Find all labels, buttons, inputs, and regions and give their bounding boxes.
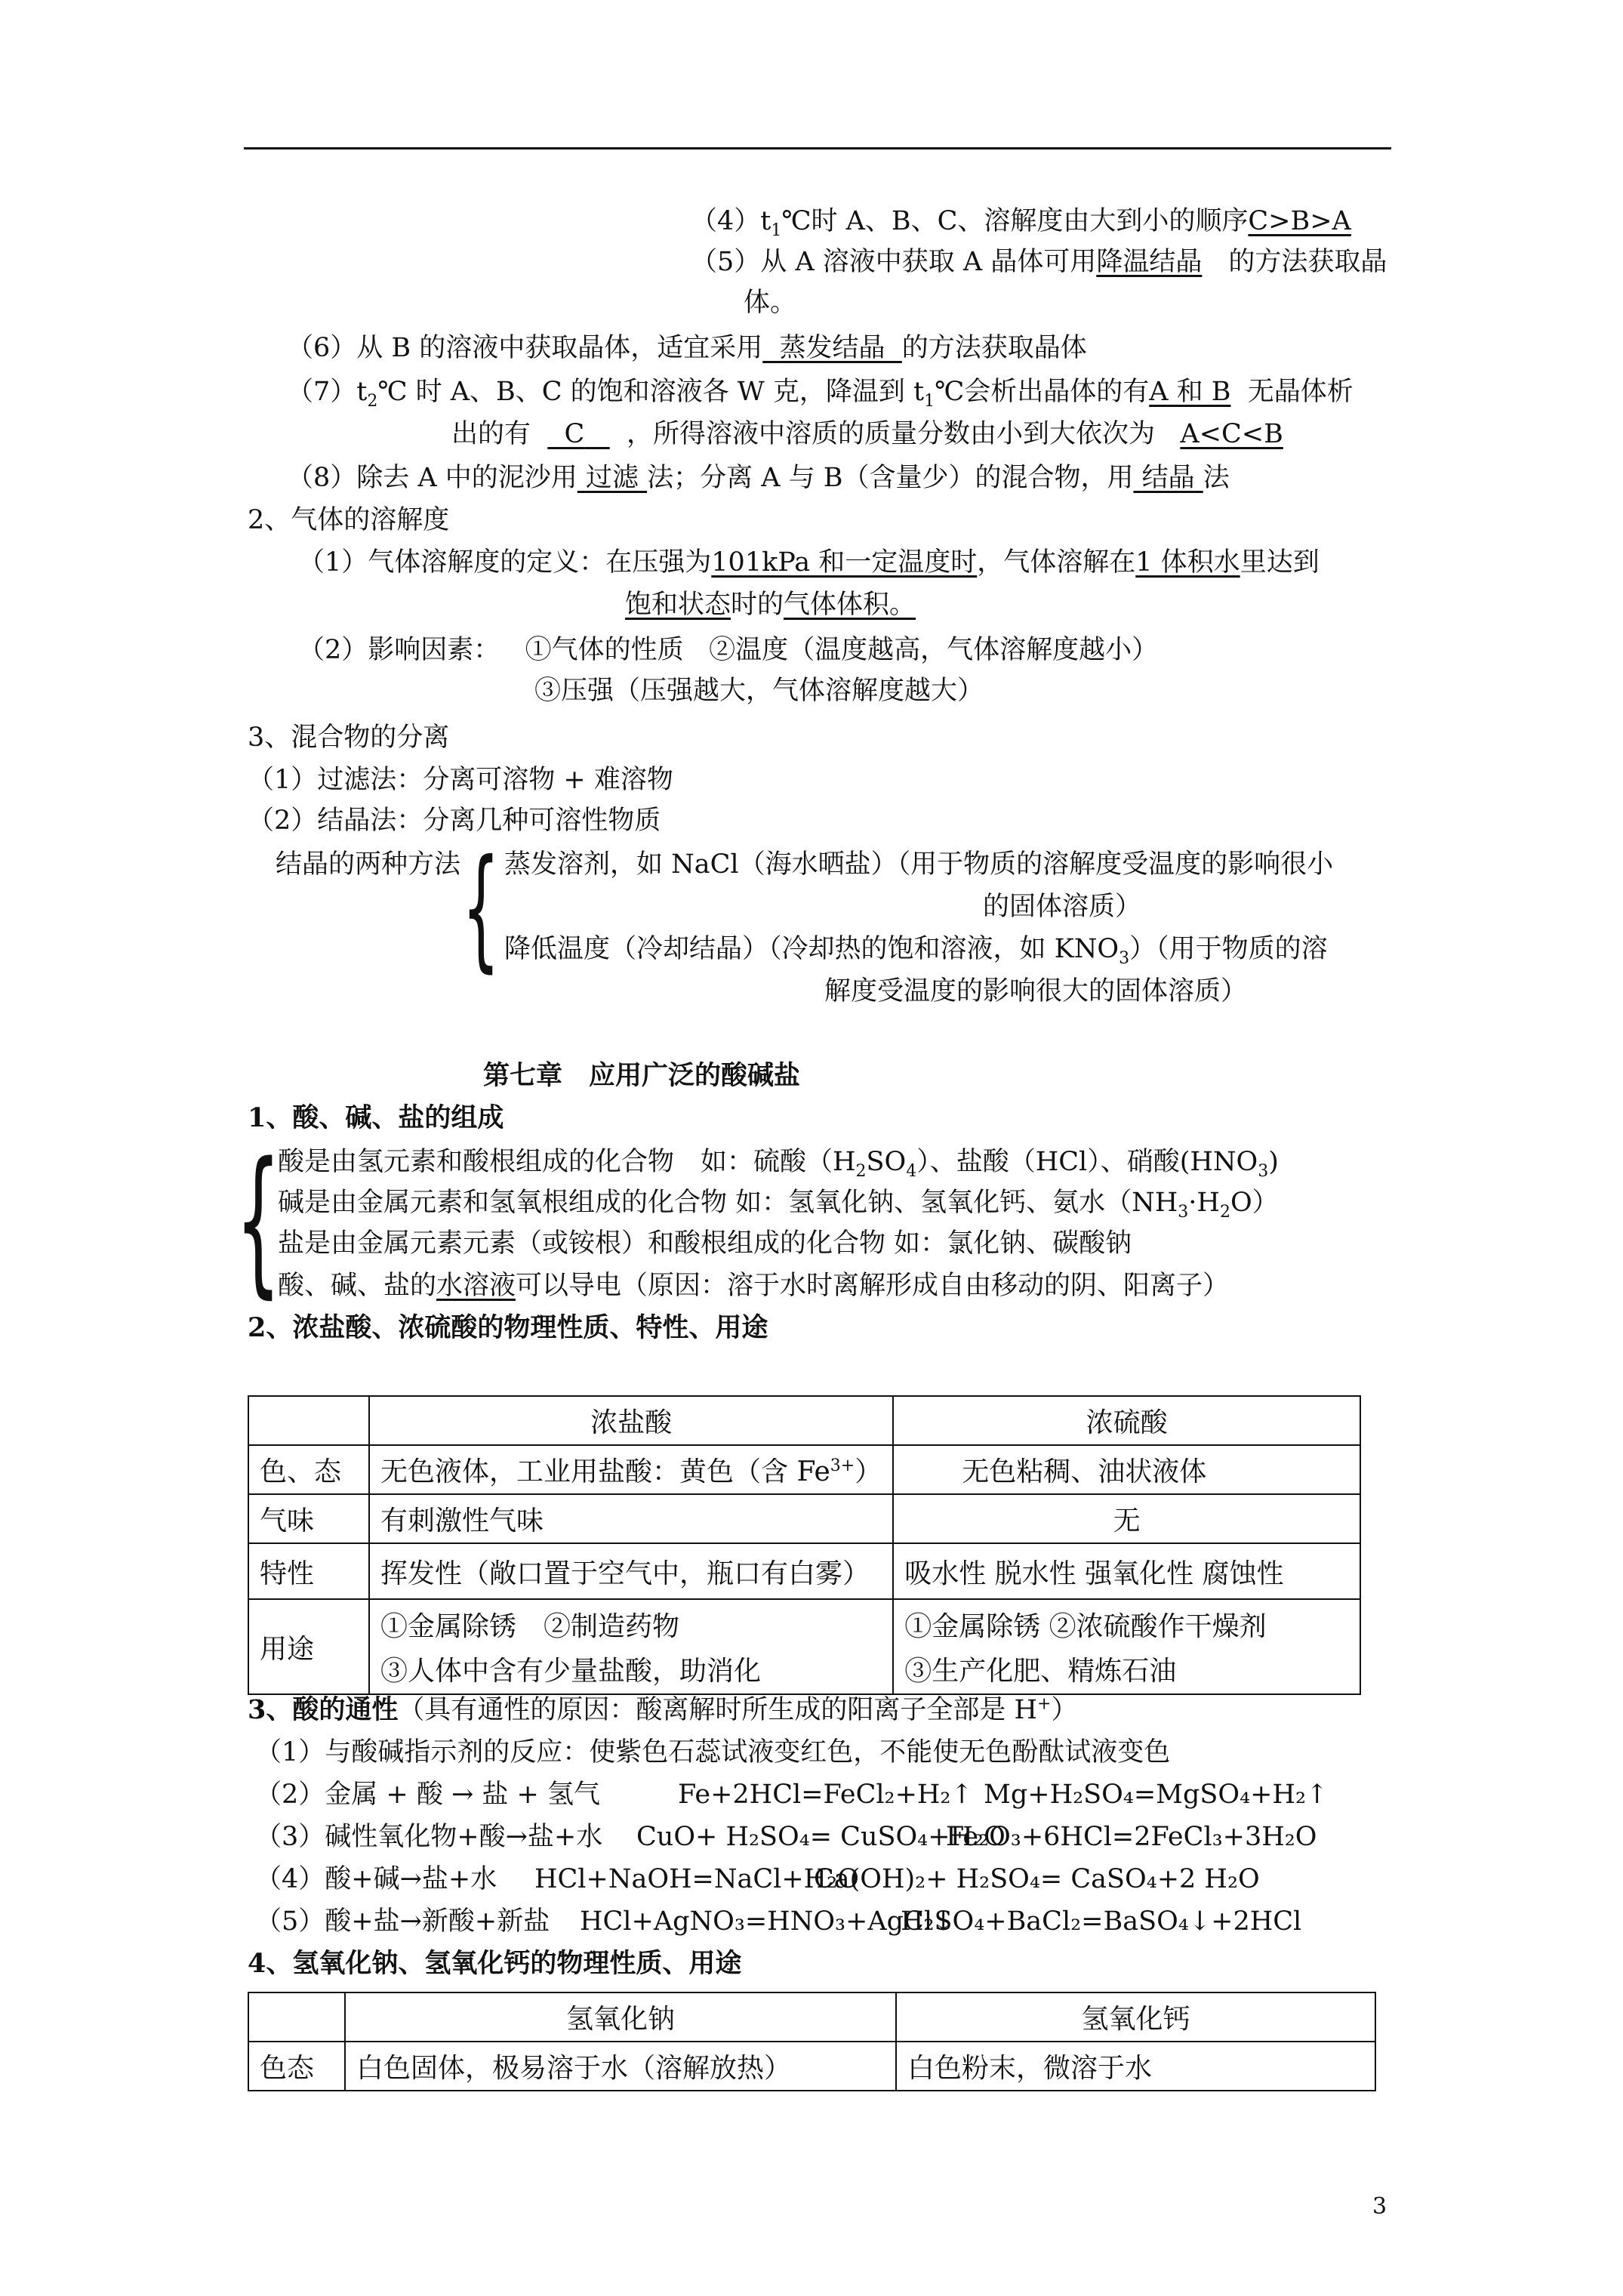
table-row: 色、态 无色液体，工业用盐酸：黄色（含 $Fe^{3+}$） 无色粘稠、油状液体 — [248, 1445, 1360, 1494]
table-row: 色态 白色固体，极易溶于水（溶解放热） 白色粉末，微溶于水 — [248, 2042, 1375, 2091]
acid-property-5: （5）酸+盐→新酸+新盐 HCl+AgNO₃=HNO₃+AgCl↓ H₂SO₄+BaCl₂=BaSO₄↓+2HCl — [255, 1906, 1302, 1937]
section-2-heading: 2、浓盐酸、浓硫酸的物理性质、特性、用途 — [248, 1312, 768, 1343]
answer-7b: C — [564, 419, 585, 449]
section-3-heading: 3、酸的通性（具有通性的原因：酸离解时所生成的阳离子全部是 H+） — [248, 1694, 1078, 1725]
item-5: （5）从 A 溶液中获取 A 晶体可用降温结晶 的方法获取晶 — [691, 247, 1387, 277]
base-properties-table — [248, 1992, 1376, 2091]
column-header: 氢氧化钠 — [345, 1992, 896, 2042]
item-7-cont: 出的有 C ，所得溶液中溶质的质量分数由小到大依次为 A<C<B — [451, 419, 1283, 449]
crystallization-method-2: 降低温度（冷却结晶）（冷却热的饱和溶液，如 $KNO_3$）（用于物质的溶 — [504, 934, 1328, 968]
gas-definition: （1）气体溶解度的定义：在压强为101kPa 和一定温度时，气体溶解在1 体积水里达到 — [298, 547, 1320, 578]
table-row: 特性 挥发性（敞口置于空气中，瓶口有白雾） 吸水性 脱水性 强氧化性 腐蚀性 — [248, 1543, 1360, 1599]
brace-icon: { — [236, 1128, 282, 1313]
separation-item-1: （1）过滤法：分离可溶物 + 难溶物 — [248, 765, 673, 795]
crystallization-method-1: 蒸发溶剂，如 NaCl（海水晒盐）（用于物质的溶解度受温度的影响很小 — [504, 849, 1334, 880]
section-1-heading: 1、酸、碱、盐的组成 — [248, 1102, 504, 1133]
answer-7a: A 和 B — [1149, 377, 1231, 407]
crystallization-label: 结晶的两种方法 — [276, 849, 461, 880]
gas-heading: 2、气体的溶解度 — [248, 505, 450, 535]
separation-heading: 3、混合物的分离 — [248, 723, 450, 753]
crystallization-method-2-cont: 解度受温度的影响很大的固体溶质） — [824, 976, 1248, 1006]
section-4-heading: 4、氢氧化钠、氢氧化钙的物理性质、用途 — [248, 1948, 742, 1979]
acid-property-4: （4）酸+碱→盐+水 HCl+NaOH=NaCl+H₂O Ca(OH)₂+ H₂SO₄= CaSO₄+2 H₂O — [255, 1864, 1260, 1894]
item-7: $(7)t_2℃$ 时 A、B、C 的饱和溶液各 W 克，降温到 $t_1℃$会析出晶体的有A 和 B 无晶体析 — [287, 377, 1354, 411]
answer-5: 降温结晶 — [1096, 247, 1203, 277]
row-label: 色态 — [248, 2042, 345, 2091]
header-rule — [244, 147, 1391, 149]
crystallization-method-1-cont: 的固体溶质） — [983, 892, 1142, 922]
conductivity-note: 酸、碱、盐的水溶液可以导电（原因：溶于水时离解形成自由移动的阴、阳离子） — [278, 1271, 1230, 1301]
table-row: 用途 ①金属除锈 ②制造药物 ③人体中含有少量盐酸，助消化 ①金属除锈 ②浓硫酸作干燥剂 ③生产化肥、精炼石油 — [248, 1599, 1360, 1694]
answer-7c: A<C<B — [1180, 419, 1283, 449]
answer-4: C>B>A — [1248, 206, 1351, 236]
column-header: 氢氧化钙 — [896, 1992, 1375, 2042]
table-row: 气味 有刺激性气味 无 — [248, 1494, 1360, 1543]
acid-properties-table — [248, 1395, 1361, 1695]
answer-6: 蒸发结晶 — [779, 333, 885, 363]
item-4: $(4)t_1℃$时 A、B、C、溶解度由大到小的顺序C>B>A — [691, 206, 1351, 240]
table-row — [248, 1396, 1360, 1445]
acid-property-2: （2）金属 + 酸 → 盐 + 氢气 Fe+2HCl=FeCl₂+H₂↑ Mg+H₂SO₄=MgSO₄+H₂↑ — [255, 1780, 1329, 1810]
row-label: 色、态 — [248, 1445, 369, 1494]
acid-property-1: （1）与酸碱指示剂的反应：使紫色石蕊试液变红色，不能使无色酚酞试液变色 — [255, 1737, 1171, 1767]
brace-icon: { — [462, 832, 500, 985]
column-header: 浓盐酸 — [369, 1396, 893, 1445]
table-row — [248, 1992, 1375, 2042]
acid-property-3: （3）碱性氧化物+酸→盐+水 CuO+ H₂SO₄= CuSO₄+H₂O Fe₂O₃+6HCl=2FeCl₃+3H₂O — [255, 1822, 1317, 1852]
base-definition: 碱是由金属元素和氢氧根组成的化合物 如：氢氧化钠、氢氧化钙、氨水$(NH_3\cdot H_2O)$ — [278, 1188, 1279, 1222]
chapter-title: 第七章 应用广泛的酸碱盐 — [483, 1060, 801, 1091]
answer-8a: 过滤 — [585, 463, 639, 493]
item-8: （8）除去 A 中的泥沙用 过滤 法；分离 A 与 B（含量少）的混合物，用 结晶 法 — [287, 463, 1230, 493]
row-label: 特性 — [248, 1543, 369, 1599]
row-label: 用途 — [248, 1599, 369, 1694]
separation-item-2: （2）结晶法：分离几种可溶性物质 — [248, 806, 661, 836]
answer-8b: 结晶 — [1141, 463, 1195, 493]
item-6: （6）从 B 的溶液中获取晶体，适宜采用 蒸发结晶 的方法获取晶体 — [287, 333, 1087, 363]
salt-definition: 盐是由金属元素元素（或铵根）和酸根组成的化合物 如：氯化钠、碳酸钠 — [278, 1228, 1132, 1259]
gas-factors: （2）影响因素： ①气体的性质 ②温度（温度越高，气体溶解度越小） — [298, 635, 1159, 665]
page-number: 3 — [1372, 2193, 1387, 2220]
row-label: 气味 — [248, 1494, 369, 1543]
gas-factor-3: ③压强（压强越大，气体溶解度越大） — [534, 676, 984, 706]
column-header: 浓硫酸 — [893, 1396, 1360, 1445]
item-5-cont: 体。 — [744, 288, 797, 318]
acid-definition: 酸是由氢元素和酸根组成的化合物 如：硫酸$(H_2SO_4)$、盐酸（HCl）、硝酸$(HNO_3)$ — [278, 1147, 1279, 1181]
gas-definition-cont: 饱和状态时的气体体积。 — [625, 590, 916, 620]
